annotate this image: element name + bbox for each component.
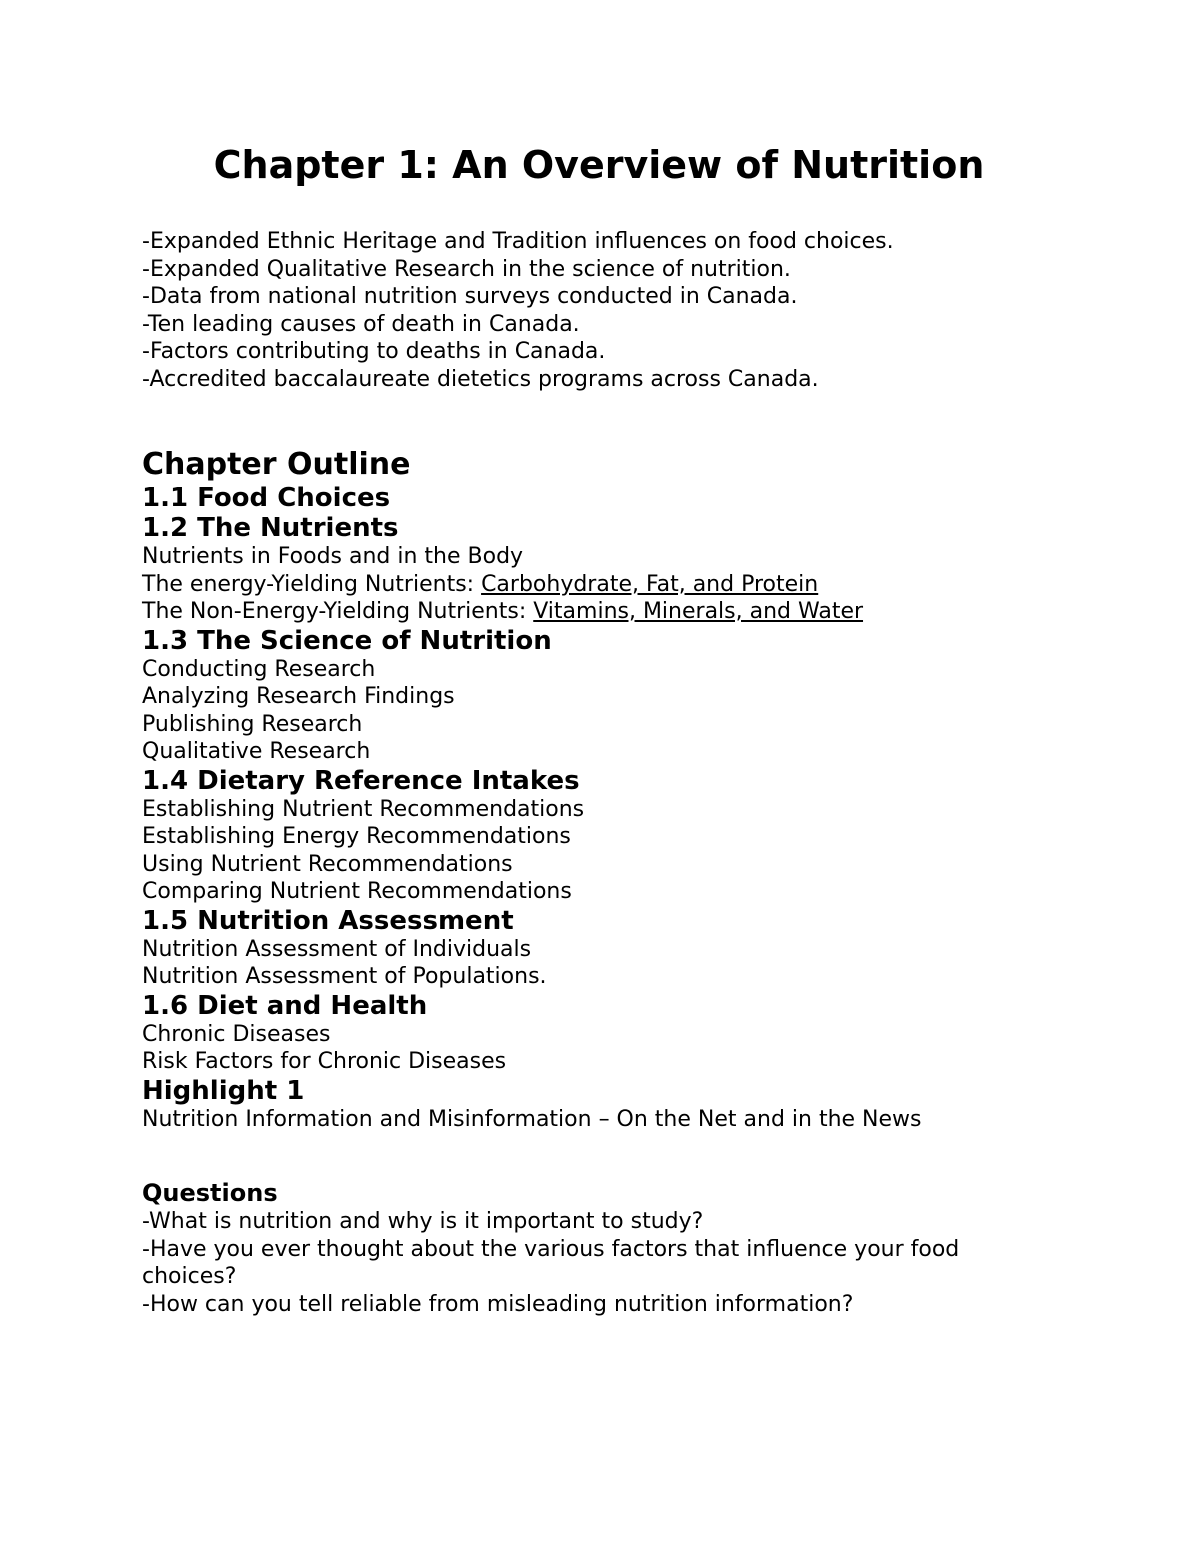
outline-item: Analyzing Research Findings: [142, 684, 455, 709]
outline-item: Establishing Nutrient Recommendations: [142, 796, 585, 822]
outline-item: Qualitative Research: [142, 739, 371, 764]
questions-heading: Questions: [142, 1179, 278, 1207]
outline-item: Chronic Diseases: [142, 1021, 331, 1047]
intro-item: -Ten leading causes of death in Canada.: [142, 311, 580, 337]
outline-item: Comparing Nutrient Recommendations: [142, 879, 572, 904]
intro-list: [142, 228, 1062, 393]
outline-item: Risk Factors for Chronic Diseases: [142, 1049, 507, 1074]
question-item: -Have you ever thought about the various factors that influence your food choices?: [142, 1236, 960, 1289]
intro-item: -Accredited baccalaureate dietetics programs across Canada.: [142, 366, 819, 392]
questions-section: [142, 1178, 1022, 1318]
outline-item-prefix: The Non-Energy-Yielding Nutrients:: [142, 599, 534, 624]
intro-item: -Expanded Ethnic Heritage and Tradition influences on food choices.: [142, 229, 894, 254]
outline-item: Nutrients in Foods and in the Body: [142, 544, 524, 569]
outline-item: Nutrition Information and Misinformation – On the Net and in the News: [142, 1106, 922, 1132]
section-heading-1-2: 1.2 The Nutrients: [142, 513, 399, 543]
outline-heading: Chapter Outline: [142, 447, 411, 482]
outline-item: Conducting Research: [142, 656, 376, 682]
outline-item: Establishing Energy Recommendations: [142, 824, 571, 849]
question-item: -How can you tell reliable from misleading nutrition information?: [142, 1291, 854, 1317]
question-item: -What is nutrition and why is it important to study?: [142, 1209, 704, 1234]
intro-item: -Expanded Qualitative Research in the science of nutrition.: [142, 256, 791, 282]
section-heading-1-4: 1.4 Dietary Reference Intakes: [142, 765, 580, 796]
outline-item: Using Nutrient Recommendations: [142, 851, 513, 877]
outline-item: Nutrition Assessment of Populations.: [142, 964, 547, 989]
outline-item-prefix: The energy-Yielding Nutrients:: [142, 571, 482, 597]
section-heading-1-3: 1.3 The Science of Nutrition: [142, 625, 552, 656]
page-title: Chapter 1: An Overview of Nutrition: [213, 143, 985, 187]
intro-item: -Factors contributing to deaths in Canada.: [142, 339, 606, 364]
outline-item: Publishing Research: [142, 711, 363, 737]
underlined-topic: Carbohydrate, Fat, and Protein: [481, 571, 819, 597]
chapter-outline: [142, 447, 1062, 1133]
section-heading-1-5: 1.5 Nutrition Assessment: [142, 905, 514, 936]
outline-item: Nutrition Assessment of Individuals: [142, 936, 532, 962]
underlined-topic: Vitamins, Minerals, and Water: [533, 599, 864, 624]
section-heading-1-1: 1.1 Food Choices: [142, 483, 391, 513]
outline-item: [142, 571, 1062, 599]
intro-item: -Data from national nutrition surveys conducted in Canada.: [142, 284, 798, 309]
outline-item: [142, 598, 1062, 626]
section-heading-1-6: 1.6 Diet and Health: [142, 990, 428, 1021]
highlight-heading: Highlight 1: [142, 1075, 305, 1106]
